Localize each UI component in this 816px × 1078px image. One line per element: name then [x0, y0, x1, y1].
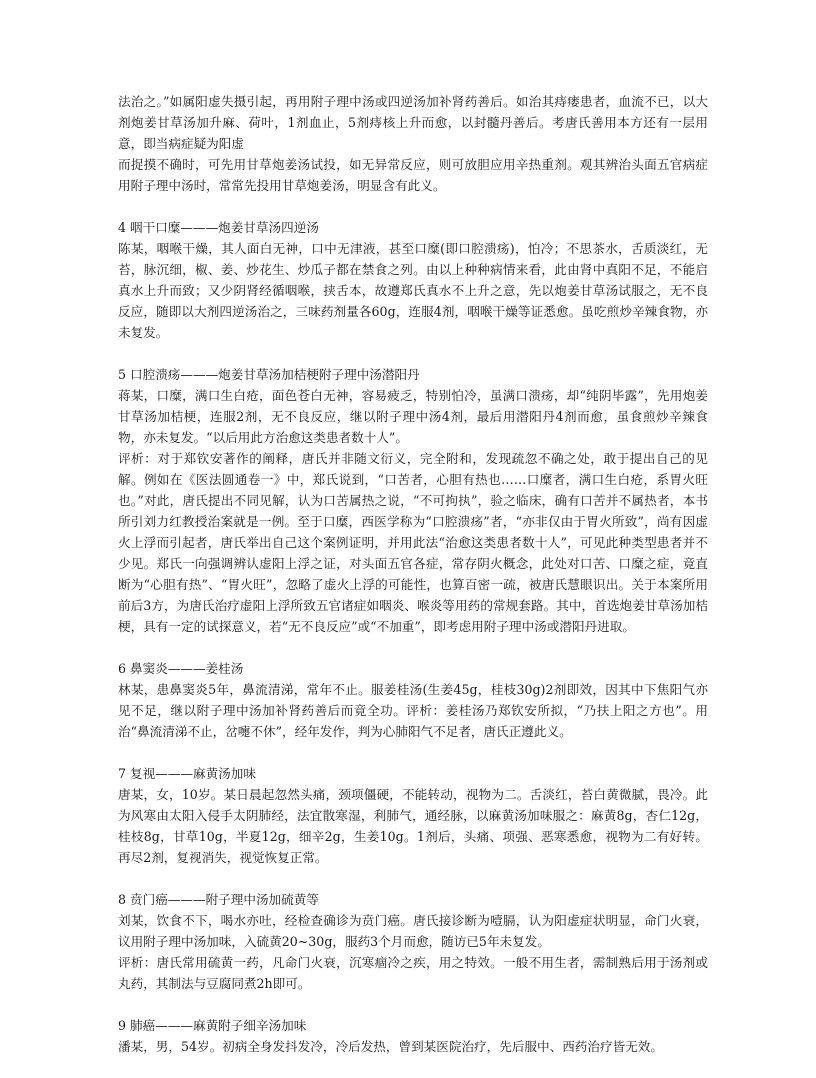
- paragraph: 潘某，男，54岁。初病全身发抖发冷，冷后发热，曾到某医院治疗，先后服中、西药治疗皆无效。: [118, 1039, 663, 1054]
- paragraph: 而捉摸不确时，可先用甘草炮姜汤试投，如无异常反应，则可放胆应用辛热重剂。观其辨治头面五官病症用附子理中汤时，常常先投用甘草炮姜汤，明显含有此义。: [118, 157, 708, 193]
- paragraph: 评析：对于郑钦安著作的阐释，唐氏并非随文衍义，完全附和，发现疏忽不确之处，敢于提出自己的见解。例如在《医法圆通卷一》中，郑氏说到，“口苦者，心胆有热也……口糜者，满口生白疮，系胃火旺也。”对此，唐氏提出不同见解，认为口苦属热之说，“不可拘执”，验之临床，确有口苦并不属热者，本书所引刘力红教授治案就是一例。至于口糜，西医学称为“口腔溃疡”者，“亦非仅由于胃火所致”，尚有因虚火上浮而引起者，唐氏举出自己这个案例证明，并用此法“治愈这类患者数十人”，可见此种类型患者并不少见。郑氏一向强调辨认虚阳上浮之证，对头面五官各症，常存阴火概念，此处对口苦、口糜之症，竟直断为“心胆有热”、“胃火旺”，忽略了虚火上浮的可能性，也算百密一疏，被唐氏慧眼识出。关于本案所用前后3方，为唐氏治疗虚阳上浮所致五官诸症如咽炎、喉炎等用药的常规套路。其中，首选炮姜甘草汤加桔梗，具有一定的试探意义，若“无不良反应”或“不加重”，即考虑用附子理中汤或潜阳丹进取。: [118, 451, 708, 634]
- intro-section: [118, 91, 708, 196]
- section-8: [118, 889, 708, 994]
- paragraph: 评析：唐氏常用硫黄一药，凡命门火衰，沉寒痼冷之疾，用之特效。一般不用生者，需制熟后用于汤剂或丸药，其制法与豆腐同煮2h即可。: [118, 955, 708, 991]
- section-heading: 8 贲门癌———附子理中汤加硫黄等: [118, 892, 319, 907]
- paragraph: 陈某，咽喉干燥，其人面白无神，口中无津液，甚至口糜(即口腔溃疡)，怕冷；不思茶水，舌质淡红，无苔，脉沉细，椒、姜、炒花生、炒瓜子都在禁食之列。由以上种种病情来看，此由肾中真阳不足，不能启真水上升而致；又少阴肾经循咽喉，挟舌本，故遵郑氏真水不上升之意，先以炮姜甘草汤试服之，无不良反应，随即以大剂四逆汤治之，三味药剂量各60g，连服4剂，咽喉干燥等证悉愈。虽吃煎炒辛辣食物，亦未复发。: [118, 241, 708, 340]
- section-heading: 6 鼻窦炎———姜桂汤: [118, 661, 244, 676]
- paragraph: 蒋某，口糜，满口生白疮，面色苍白无神，容易疲乏，特别怕冷，虽满口溃疡，却“纯阴毕露”，先用炮姜甘草汤加桔梗，连服2剂，无不良反应，继以附子理中汤4剂，最后用潜阳丹4剂而愈，虽食煎炒辛辣食物，亦未复发。“以后用此方治愈这类患者数十人”。: [118, 388, 708, 445]
- paragraph: 法治之。”如属阳虚失摄引起，再用附子理中汤或四逆汤加补肾药善后。如治其痔瘘患者，血流不已，以大剂炮姜甘草汤加升麻、荷叶，1剂血止，5剂痔核上升而愈，以封髓丹善后。考唐氏善用本方还有一层用意，即当病症疑为阳虚: [118, 94, 708, 151]
- section-6: [118, 658, 708, 742]
- section-heading: 5 口腔溃疡———炮姜甘草汤加桔梗附子理中汤潜阳丹: [118, 367, 420, 382]
- paragraph: 林某，患鼻窦炎5年，鼻流清涕，常年不止。服姜桂汤(生姜45g，桂枝30g)2剂即效，因其中下焦阳气亦见不足，继以附子理中汤加补肾药善后而竟全功。评析：姜桂汤乃郑钦安所拟，“乃扶上阳之方也”。用治“鼻流清涕不止，岔嚏不休”，经年发作，判为心肺阳气不足者，唐氏正遵此义。: [118, 682, 708, 739]
- paragraph: 唐某，女，10岁。某日晨起忽然头痛，颈项僵硬，不能转动，视物为二。舌淡红，苔白黄微腻，畏冷。此为风寒由太阳入侵手太阴肺经，法宜散寒湿，利肺气，通经脉，以麻黄汤加味服之：麻黄8g，杏仁12g，桂枝8g，甘草10g，半夏12g，细辛2g，生姜10g。1剂后，头痛、项强、恶寒悉愈，视物为二有好转。再尽2剂，复视消失，视觉恢复正常。: [118, 787, 708, 865]
- section-heading: 7 复视———麻黄汤加味: [118, 766, 256, 781]
- section-9: [118, 1015, 708, 1057]
- section-5: [118, 364, 708, 637]
- section-heading: 4 咽干口糜———炮姜甘草汤四逆汤: [118, 220, 319, 235]
- section-7: [118, 763, 708, 868]
- section-heading: 9 肺癌———麻黄附子细辛汤加味: [118, 1018, 307, 1033]
- section-4: [118, 217, 708, 343]
- paragraph: 刘某，饮食不下，喝水亦吐，经检查确诊为贲门癌。唐氏接诊断为噎膈，认为阳虚症状明显，命门火衰，议用附子理中汤加味，入硫黄20~30g，服药3个月而愈，随访已5年未复发。: [118, 913, 708, 949]
- document-page: [118, 91, 708, 1078]
